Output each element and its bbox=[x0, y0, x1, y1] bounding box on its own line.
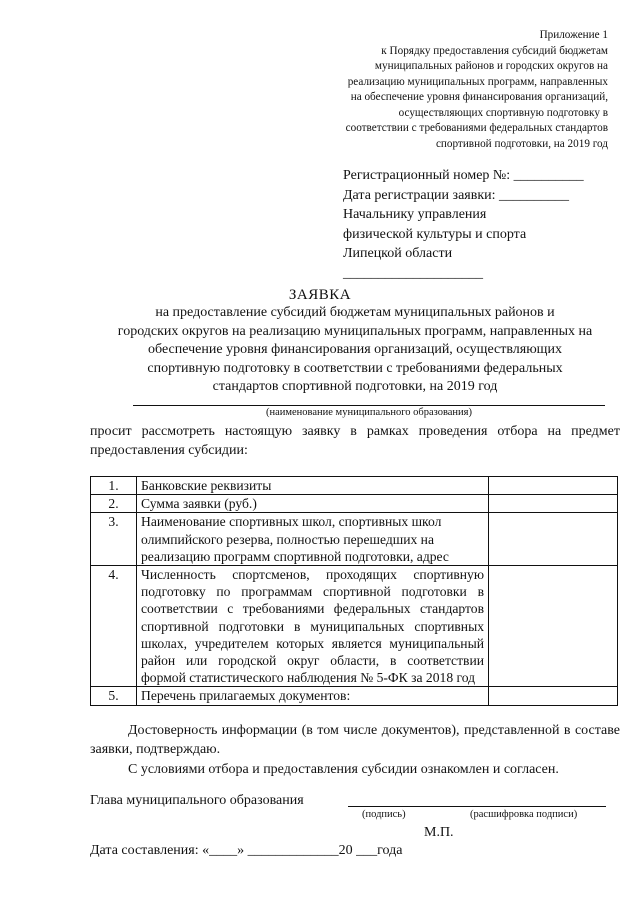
item-number: 5. bbox=[91, 687, 137, 705]
appendix-line: на обеспечение уровня финансирования организаций, bbox=[350, 91, 608, 103]
stamp-place: М.П. bbox=[424, 825, 454, 840]
item-value-cell bbox=[489, 687, 618, 705]
confirmation-block bbox=[90, 722, 620, 780]
table-row bbox=[91, 513, 618, 566]
item-value-cell bbox=[489, 495, 618, 513]
confirmation-statement: Достоверность информации (в том числе документов), представленной в составе заявки, подтверждаю. bbox=[90, 723, 620, 757]
head-of-municipality-label: Глава муниципального образования bbox=[90, 793, 304, 808]
table-row bbox=[91, 566, 618, 687]
item-number: 4. bbox=[91, 566, 137, 687]
item-description: Перечень прилагаемых документов: bbox=[137, 687, 489, 705]
item-description: Сумма заявки (руб.) bbox=[137, 495, 489, 513]
application-items-table bbox=[90, 476, 618, 706]
consent-statement: С условиями отбора и предоставления субсидии ознакомлен и согласен. bbox=[128, 762, 559, 777]
document-title: ЗАЯВКА bbox=[288, 287, 352, 303]
document-subtitle bbox=[90, 304, 620, 397]
appendix-line: спортивной подготовки, на 2019 год bbox=[435, 137, 608, 150]
municipality-caption: (наименование муниципального образования) bbox=[265, 407, 473, 418]
item-description: Наименование спортивных школ, спортивных школ олимпийского резерва, полностью перешедших на реализацию программ спортивной подготовки, адрес bbox=[137, 513, 489, 566]
addressee-line-2: физической культуры и спорта bbox=[343, 226, 527, 242]
addressee-line-3: Липецкой области bbox=[343, 246, 453, 261]
appendix-line: к Порядку предоставления субсидий бюджетам bbox=[381, 44, 608, 57]
signature-line bbox=[348, 806, 606, 807]
item-value-cell bbox=[489, 477, 618, 495]
table-row bbox=[91, 477, 618, 495]
subtitle-line: стандартов спортивной подготовки, на 2019 год bbox=[212, 379, 498, 394]
appendix-line: осуществляющих спортивную подготовку в bbox=[398, 106, 608, 119]
item-description: Банковские реквизиты bbox=[137, 477, 489, 495]
table-row bbox=[91, 687, 618, 705]
appendix-line: реализацию муниципальных программ, направленных bbox=[347, 75, 608, 88]
subtitle-line: обеспечение уровня финансирования организаций, осуществляющих bbox=[148, 342, 562, 357]
appendix-header bbox=[278, 28, 608, 152]
compilation-date: Дата составления: «____» _____________20 ___года bbox=[90, 843, 403, 858]
table-row bbox=[91, 495, 618, 513]
item-value-cell bbox=[489, 513, 618, 566]
item-description: Численность спортсменов, проходящих спортивную подготовку по программам спортивной подготовки в соответствии с требованиями федеральных стандартов спортивной подготовки в муниципальных спортивных школах, учредителем которых является муниципальный район или городской округ области, в соответствии формой статистического наблюдения № 5-ФК за 2018 год bbox=[137, 566, 489, 687]
item-value-cell bbox=[489, 566, 618, 687]
item-number: 3. bbox=[91, 513, 137, 566]
signature-decode-caption: (расшифровка подписи) bbox=[470, 809, 578, 820]
subtitle-line: городских округов на реализацию муниципальных программ, направленных на bbox=[117, 323, 593, 339]
signature-caption: (подпись) bbox=[362, 809, 406, 820]
item-number: 1. bbox=[91, 477, 137, 495]
appendix-line: муниципальных районов и городских округов на bbox=[374, 60, 608, 72]
appendix-line: соответствии с требованиями федеральных стандартов bbox=[345, 122, 608, 134]
appendix-line: Приложение 1 bbox=[539, 29, 608, 41]
addressee-line-1: Начальнику управления bbox=[343, 207, 487, 222]
registration-block bbox=[343, 166, 623, 283]
subtitle-line: спортивную подготовку в соответствии с требованиями федеральных bbox=[147, 360, 563, 376]
request-text: просит рассмотреть настоящую заявку в рамках проведения отбора на предмет предоставления субсидии: bbox=[90, 424, 620, 458]
item-number: 2. bbox=[91, 495, 137, 513]
registration-number: Регистрационный номер №: __________ bbox=[343, 168, 584, 183]
subtitle-line: на предоставление субсидий бюджетам муниципальных районов и bbox=[155, 305, 555, 320]
addressee-signature-line: ____________________ bbox=[343, 265, 483, 281]
registration-date: Дата регистрации заявки: __________ bbox=[343, 187, 570, 203]
